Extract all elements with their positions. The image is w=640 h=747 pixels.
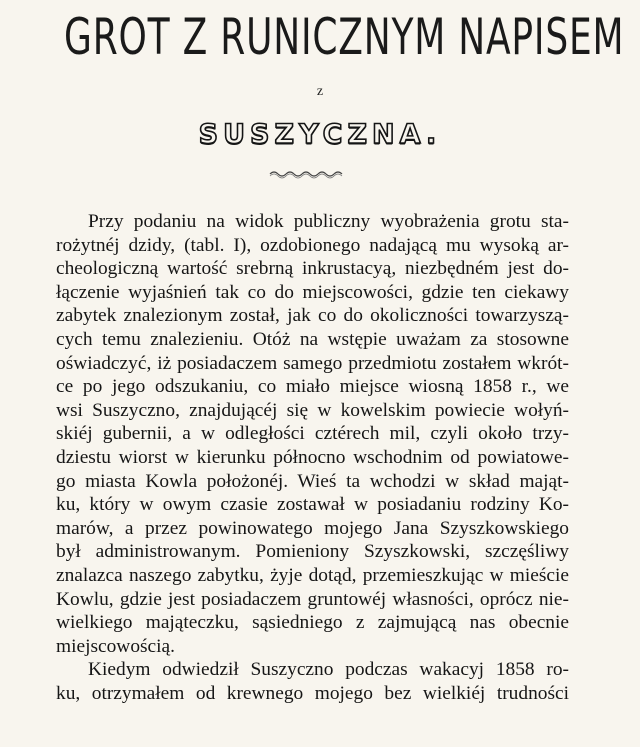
- body-line: go miasta Kowla położonéj. Wieś ta wchodzi w skład mająt-: [56, 470, 569, 492]
- body-line: cych temu znalezieniu. Otóż na wstępie uważam za stosowne: [56, 328, 569, 350]
- body-line: ce po jego odszukaniu, co miało miejsce wiosną 1858 r., we: [56, 376, 569, 398]
- body-line: ku, otrzymałem od krewnego mojego bez wielkiéj trudności: [56, 682, 569, 704]
- body-line: łączenie wyjaśnień tak co do miejscowości, gdzie ten ciekawy: [56, 281, 569, 303]
- body-line: oświadczyć, iż posiadaczem samego przedmiotu zostałem wkrót-: [56, 352, 569, 374]
- body-line: cheologiczną wartość srebrną inkrustacyą, niezbędném jest do-: [56, 258, 569, 280]
- body-line: wsi Suszyczno, znajdującéj się w kowelskim powiecie wołyń-: [56, 399, 569, 421]
- body-line: miejscowością.: [56, 635, 176, 657]
- page-title: GROT Z RUNICZNYM NAPISEM: [64, 8, 625, 66]
- body-line: Kowlu, gdzie jest posiadaczem gruntowéj własności, oprócz nie-: [56, 588, 569, 610]
- body-line: wielkiego mająteczku, sąsiedniego z zajmującą nas obecnie: [56, 612, 569, 634]
- body-line: skiéj gubernii, a w odległości cztérech mil, czyli około trzy-: [56, 423, 569, 445]
- body-line: rożytnéj dzidy, (tabl. I), ozdobionego nadającą mu wysoką ar-: [56, 234, 569, 256]
- page-subtitle: SUSZYCZNA.: [198, 119, 442, 150]
- ornamental-divider-icon: [268, 168, 344, 180]
- body-line: ku, który w owym czasie zostawał w posiadaniu rodziny Ko-: [56, 494, 569, 516]
- body-line: Przy podaniu na widok publiczny wyobrażenia grotu sta-: [88, 211, 569, 232]
- body-line: był administrowanym. Pomieniony Szyszkowski, szczęśliwy: [56, 541, 569, 563]
- body-line: Kiedym odwiedził Suszyczno podczas wakacyj 1858 ro-: [88, 659, 569, 681]
- body-line: znalazca naszego zabytku, żyje dotąd, przemieszkując w mieście: [56, 564, 569, 586]
- body-paragraphs: [56, 210, 569, 705]
- body-line: marów, a przez powinowatego mojego Jana Szyszkowskiego: [56, 517, 569, 539]
- title-conjunction: z: [316, 84, 324, 99]
- body-line: dziestu wiorst w kierunku północno wschodnim od powiatowe-: [56, 446, 569, 468]
- body-line: zabytek znalezionym został, jak co do okoliczności towarzyszą-: [56, 305, 569, 327]
